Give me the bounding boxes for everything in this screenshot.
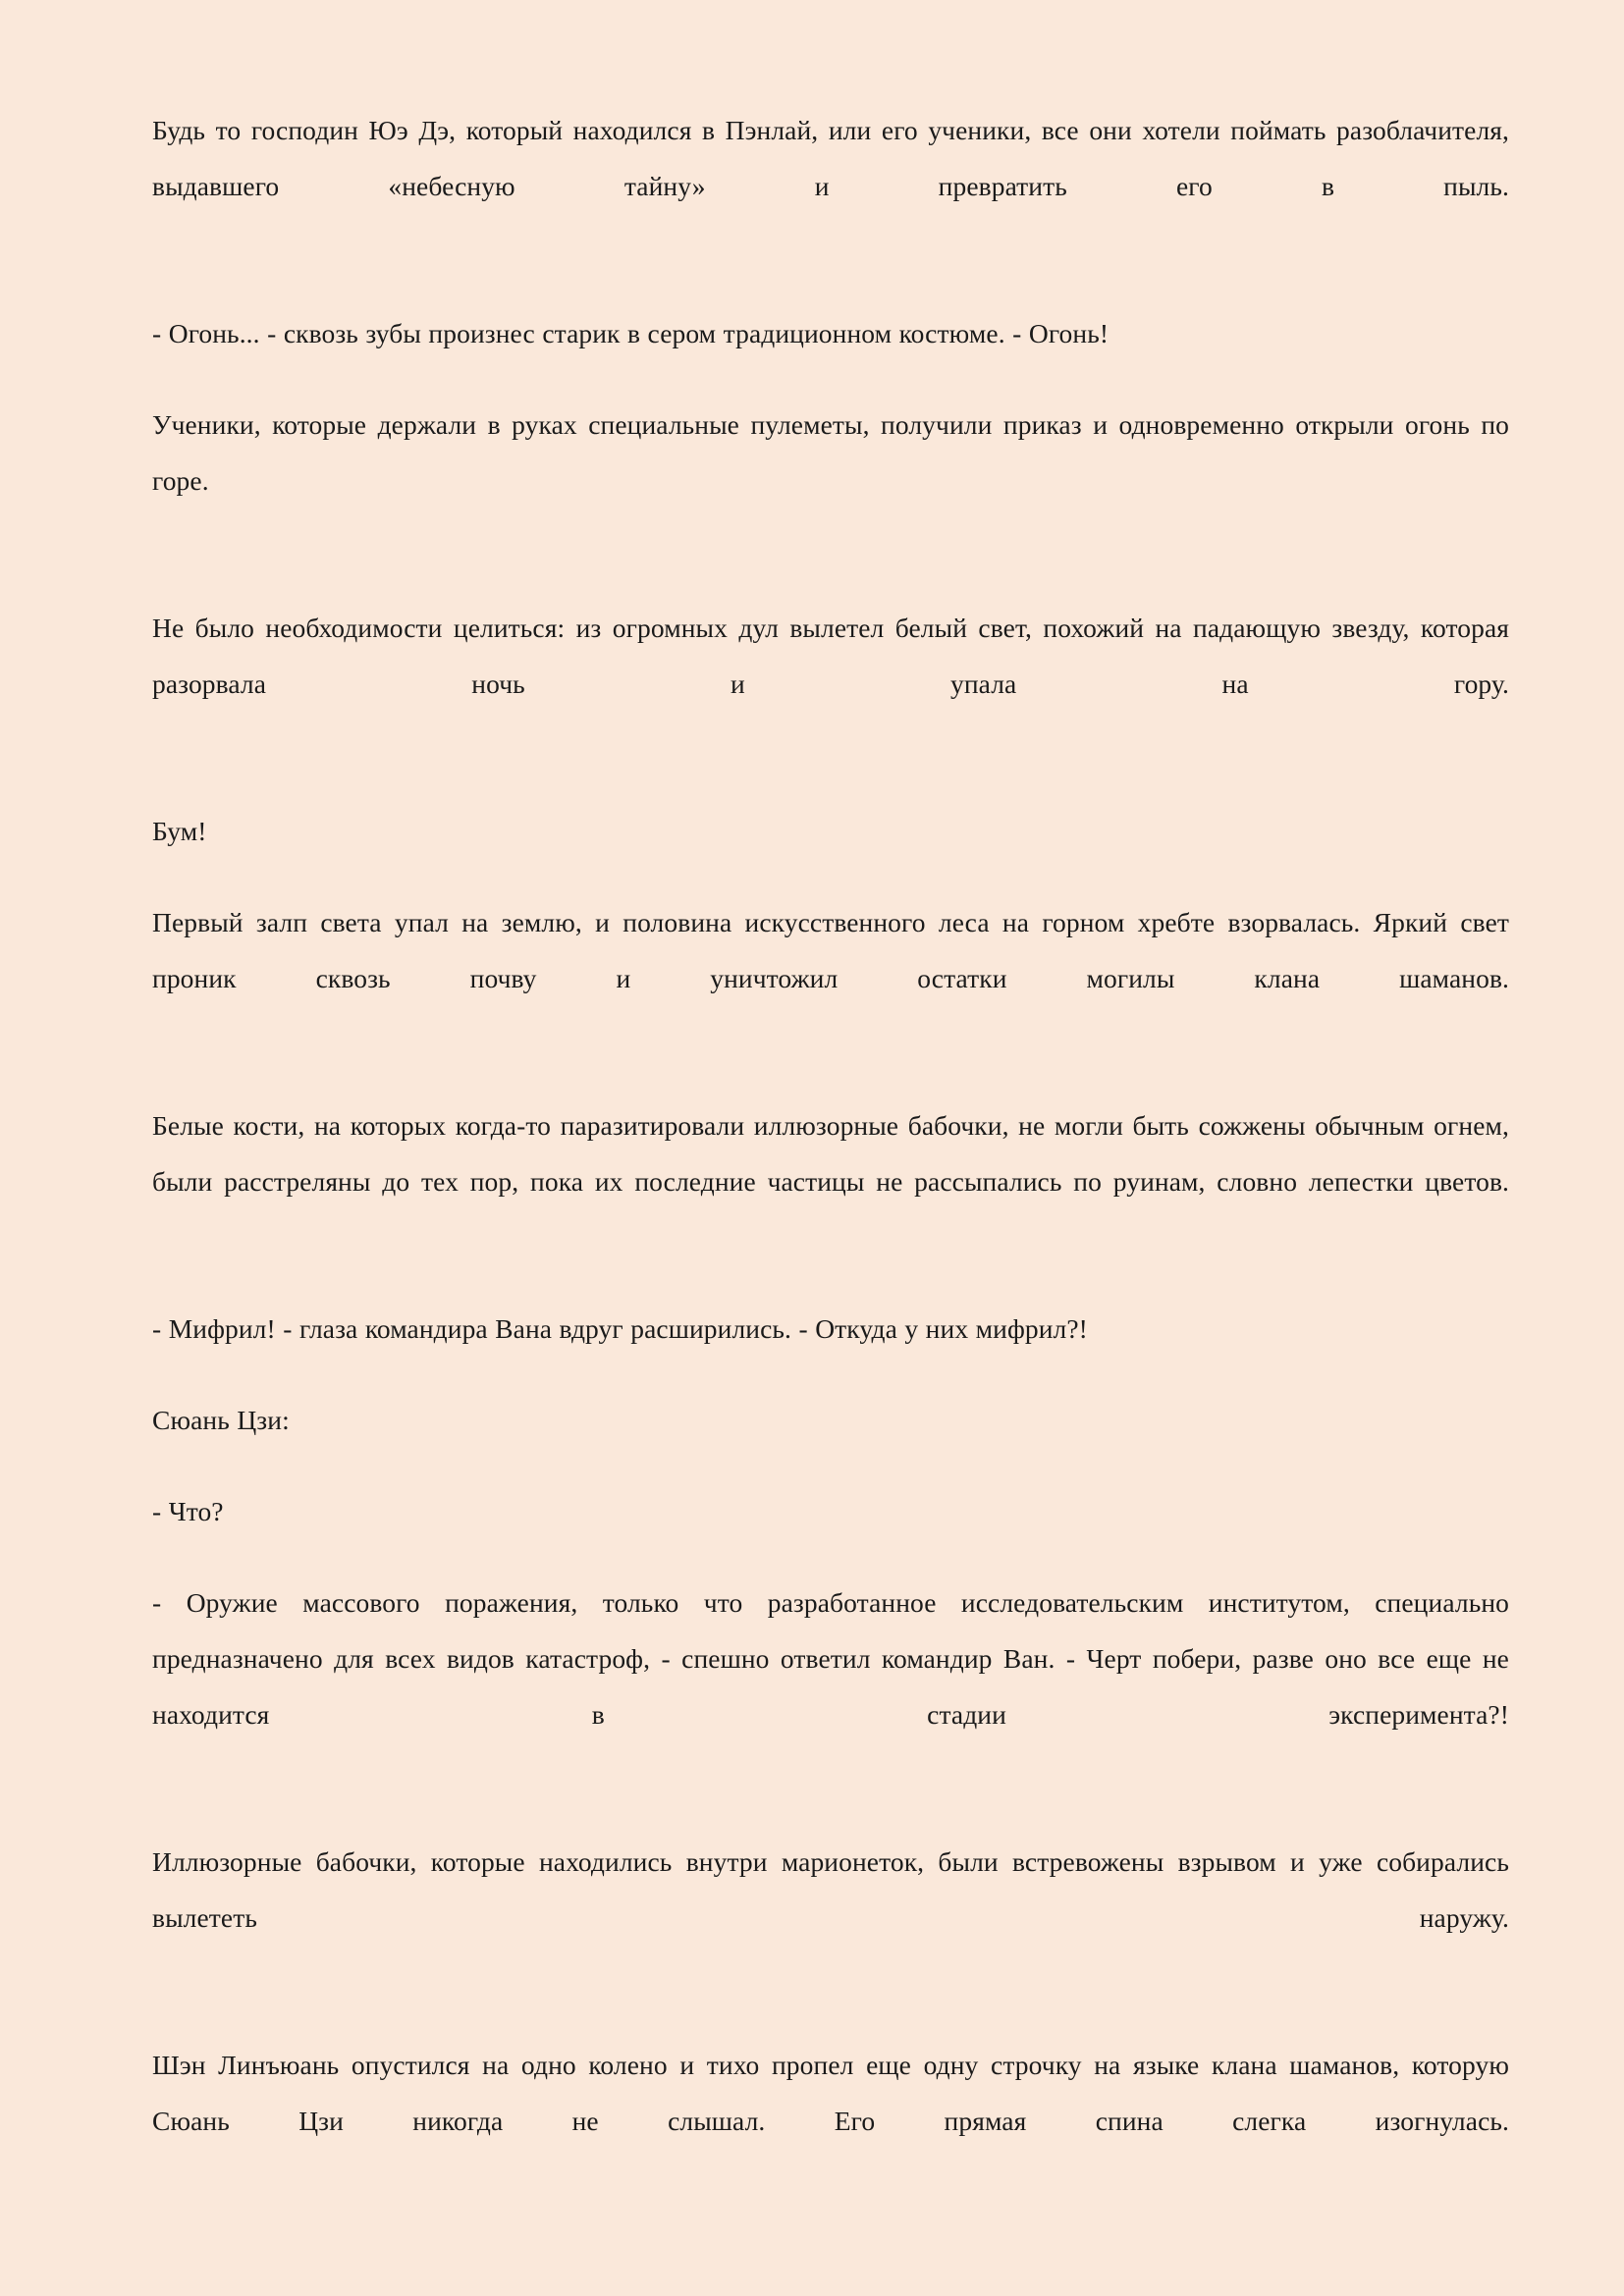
paragraph: Шэн Линъюань опустился на одно колено и тихо пропел еще одну строчку на языке клана шаманов, которую Сюань Цзи никогда не слышал. Его прямая спина слегка изогнулась. [152, 2050, 1509, 2136]
paragraph: - Мифрил! - глаза командира Вана вдруг расширились. - Откуда у них мифрил?! [152, 1313, 1088, 1344]
paragraph: Иллюзорные бабочки, которые находились внутри марионеток, были встревожены взрывом и уже собирались вылететь наружу. [152, 1846, 1509, 1933]
paragraph: Будь то господин Юэ Дэ, который находился в Пэнлай, или его ученики, все они хотели поймать разоблачителя, выдавшего «небесную тайну» и превратить его в пыль. [152, 115, 1509, 201]
paragraph: Сюань Цзи: [152, 1405, 290, 1435]
paragraph: Белые кости, на которых когда-то паразитировали иллюзорные бабочки, не могли быть сожжены обычным огнем, были расстреляны до тех пор, пока их последние частицы не рассыпались по руинам, словно лепестки цветов. [152, 1110, 1509, 1197]
paragraph: - Оружие массового поражения, только что разработанное исследовательским институтом, специально предназначено для всех видов катастроф, - спешно ответил командир Ван. - Черт побери, разве оно все еще не находится в стадии эксперимента?! [152, 1587, 1509, 1730]
paragraph: Ученики, которые держали в руках специальные пулеметы, получили приказ и одновременно открыли огонь по горе. [152, 409, 1509, 496]
paragraph: - Что? [152, 1496, 224, 1526]
paragraph: Бум! [152, 816, 207, 846]
paragraph: Первый залп света упал на землю, и половина искусственного леса на горном хребте взорвалась. Яркий свет проник сквозь почву и уничтожил остатки могилы клана шаманов. [152, 907, 1509, 993]
paragraph: - Огонь... - сквозь зубы произнес старик в сером традиционном костюме. - Огонь! [152, 318, 1110, 348]
paragraph: Не было необходимости целиться: из огромных дул вылетел белый свет, похожий на падающую звезду, которая разорвала ночь и упала на гору. [152, 613, 1509, 699]
text-column [152, 102, 1509, 2240]
